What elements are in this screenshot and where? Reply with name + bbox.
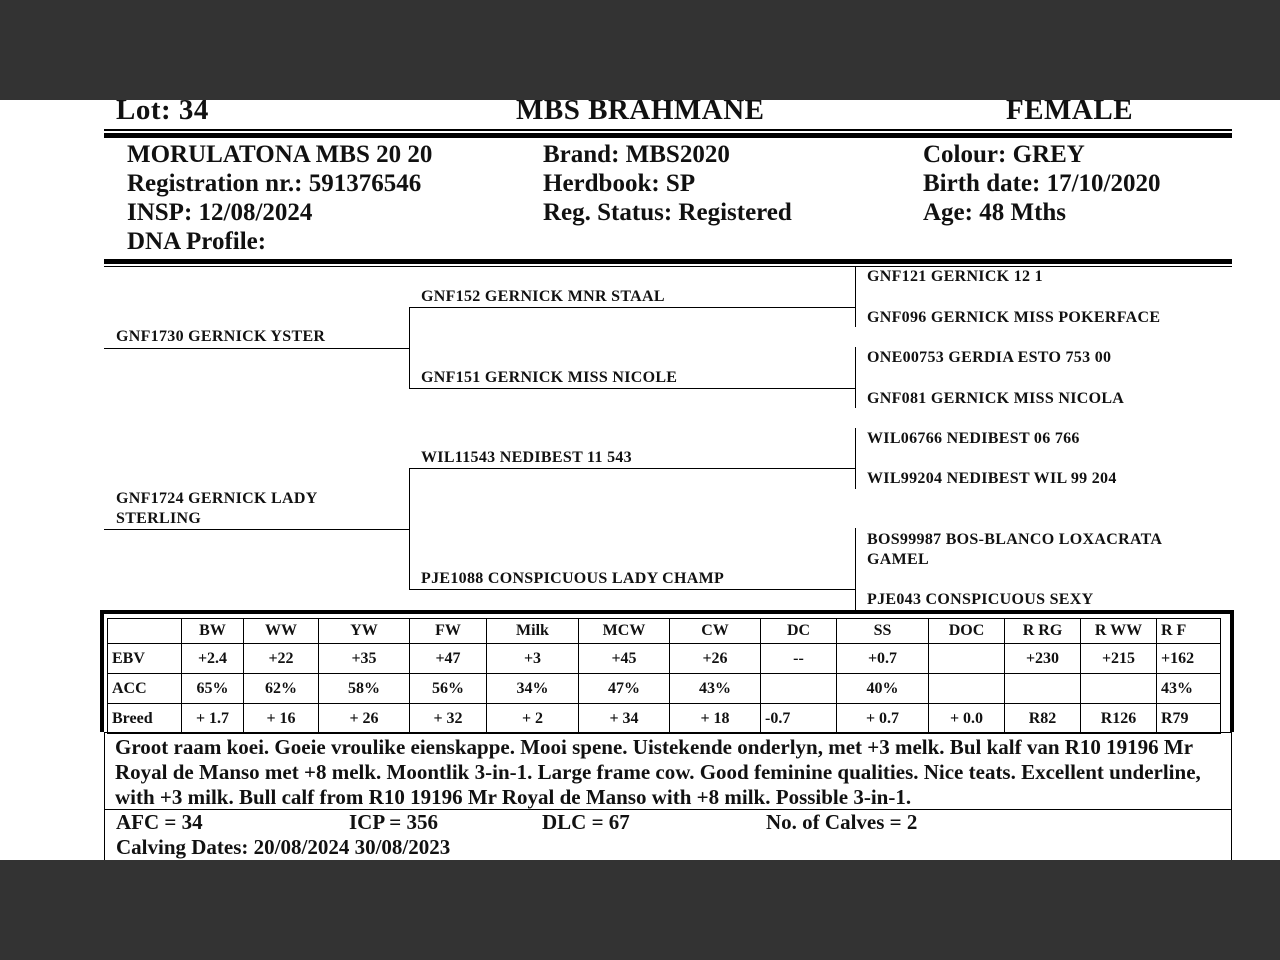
birth-date: Birth date: 17/10/2020 xyxy=(923,170,1161,197)
acc-cell: 58% xyxy=(319,674,410,704)
breed-cell: + 26 xyxy=(319,704,410,734)
ebv-header-cell: R RG xyxy=(1005,619,1081,644)
breed-cell: + 32 xyxy=(410,704,487,734)
ebv-cell: +215 xyxy=(1081,644,1157,674)
ggp-5: WIL06766 NEDIBEST 06 766 xyxy=(867,430,1080,447)
acc-cell: 40% xyxy=(837,674,929,704)
colour: Colour: GREY xyxy=(923,141,1085,168)
icp: ICP = 356 xyxy=(349,810,438,834)
breed-cell: R79 xyxy=(1157,704,1221,734)
sex-label: FEMALE xyxy=(1006,100,1134,126)
dam-sire: WIL11543 NEDIBEST 11 543 xyxy=(421,449,632,466)
age: Age: 48 Mths xyxy=(923,199,1067,226)
info-rule-thick xyxy=(104,259,1232,264)
brand: Brand: MBS2020 xyxy=(543,141,730,168)
breed-row-label: Breed xyxy=(108,704,182,734)
ebv-cell: +3 xyxy=(487,644,579,674)
ebv-header-cell: Milk xyxy=(487,619,579,644)
header-rule-thin xyxy=(104,129,1232,131)
breed-cell: + 0.7 xyxy=(837,704,929,734)
dlc: DLC = 67 xyxy=(542,810,630,834)
ebv-header-cell: FW xyxy=(410,619,487,644)
lot-number: Lot: 34 xyxy=(116,100,209,126)
ebv-header-corner xyxy=(108,619,182,644)
acc-row xyxy=(108,674,1221,704)
ebv-cell: +45 xyxy=(579,644,670,674)
acc-row-label: ACC xyxy=(108,674,182,704)
animal-info-middle xyxy=(543,140,792,227)
breed-cell: + 34 xyxy=(579,704,670,734)
breed-cell: + 0.0 xyxy=(929,704,1005,734)
ebv-header-cell: MCW xyxy=(579,619,670,644)
ebv-header-cell: CW xyxy=(670,619,761,644)
inspection-date: INSP: 12/08/2024 xyxy=(127,199,313,226)
dam-line xyxy=(104,529,410,530)
ebv-header-cell: DC xyxy=(761,619,837,644)
dam-dam: PJE1088 CONSPICUOUS LADY CHAMP xyxy=(421,570,725,587)
ebv-header-cell: R F xyxy=(1157,619,1221,644)
info-rule-thin xyxy=(104,266,1232,267)
animal-name: MORULATONA MBS 20 20 xyxy=(127,141,433,168)
sire-dam: GNF151 GERNICK MISS NICOLE xyxy=(421,369,678,386)
ebv-cell: +162 xyxy=(1157,644,1221,674)
gg-bracket-2 xyxy=(855,347,856,408)
acc-cell: 43% xyxy=(1157,674,1221,704)
acc-cell: 43% xyxy=(670,674,761,704)
sire-sire: GNF152 GERNICK MNR STAAL xyxy=(421,288,665,305)
ggp-7: BOS99987 BOS-BLANCO LOXACRATA GAMEL xyxy=(867,531,1162,568)
herdbook: Herdbook: SP xyxy=(543,170,696,197)
breed-cell: -0.7 xyxy=(761,704,837,734)
breed-cell: + 18 xyxy=(670,704,761,734)
breed-cell: R82 xyxy=(1005,704,1081,734)
acc-cell xyxy=(1081,674,1157,704)
ebv-table xyxy=(107,618,1221,734)
breed-row xyxy=(108,704,1221,734)
gg-bracket-3 xyxy=(855,428,856,489)
sire-sire-line xyxy=(410,307,856,308)
ebv-header-cell: DOC xyxy=(929,619,1005,644)
breed-cell: + 16 xyxy=(244,704,319,734)
ebv-cell: +22 xyxy=(244,644,319,674)
acc-cell: 47% xyxy=(579,674,670,704)
dam-bracket xyxy=(409,468,410,590)
ebv-header-cell: WW xyxy=(244,619,319,644)
registration-number: Registration nr.: 591376546 xyxy=(127,170,422,197)
dam-dam-line xyxy=(410,589,856,590)
animal-info-left xyxy=(127,140,432,256)
ggp-6: WIL99204 NEDIBEST WIL 99 204 xyxy=(867,470,1117,487)
ebv-row-label: EBV xyxy=(108,644,182,674)
ebv-cell: +0.7 xyxy=(837,644,929,674)
ebv-cell: +47 xyxy=(410,644,487,674)
ggp-8: PJE043 CONSPICUOUS SEXY xyxy=(867,591,1094,608)
breed-cell: + 1.7 xyxy=(182,704,244,734)
ebv-cell: -- xyxy=(761,644,837,674)
header-rule-thick xyxy=(104,133,1232,138)
catalogue-page xyxy=(0,100,1280,860)
ebv-header-cell: YW xyxy=(319,619,410,644)
ebv-cell: +26 xyxy=(670,644,761,674)
reg-status: Reg. Status: Registered xyxy=(543,199,792,226)
ebv-row xyxy=(108,644,1221,674)
remarks: Groot raam koei. Goeie vroulike eienskappe. Mooi spene. Uistekende onderlyn, met +3 melk. Bul kalf van R10 19196 Mr Royal de Manso met +8 melk. Moontlik 3-in-1. Large frame cow. Good feminine qualities. Nice teats. Excellent underline, with +3 milk. Bull calf from R10 19196 Mr Royal de Manso with +8 milk. Possible 3-in-1. xyxy=(104,732,1232,810)
acc-cell: 56% xyxy=(410,674,487,704)
afc: AFC = 34 xyxy=(116,810,203,834)
calving-footer xyxy=(104,809,1232,860)
ebv-cell: +2.4 xyxy=(182,644,244,674)
calving-dates: Calving Dates: 20/08/2024 30/08/2023 xyxy=(116,835,451,859)
breed-cell: R126 xyxy=(1081,704,1157,734)
ebv-cell xyxy=(929,644,1005,674)
ebv-cell: +230 xyxy=(1005,644,1081,674)
breed-cell: + 2 xyxy=(487,704,579,734)
dam-sire-line xyxy=(410,468,856,469)
acc-cell xyxy=(929,674,1005,704)
ebv-header-cell: R WW xyxy=(1081,619,1157,644)
ggp-2: GNF096 GERNICK MISS POKERFACE xyxy=(867,309,1161,326)
acc-cell: 34% xyxy=(487,674,579,704)
ggp-1: GNF121 GERNICK 12 1 xyxy=(867,268,1043,285)
sire-line xyxy=(104,348,410,349)
animal-info-right xyxy=(923,140,1161,227)
calves-count: No. of Calves = 2 xyxy=(766,810,918,834)
sire: GNF1730 GERNICK YSTER xyxy=(116,328,326,345)
sire-dam-line xyxy=(410,388,856,389)
gg-bracket-4 xyxy=(855,528,856,610)
ebv-header-cell: BW xyxy=(182,619,244,644)
ggp-4: GNF081 GERNICK MISS NICOLA xyxy=(867,390,1125,407)
ebv-header-row xyxy=(108,619,1221,644)
sire-bracket xyxy=(409,307,410,389)
acc-cell: 65% xyxy=(182,674,244,704)
breed-title: MBS BRAHMANE xyxy=(516,100,765,126)
ggp-3: ONE00753 GERDIA ESTO 753 00 xyxy=(867,349,1112,366)
gg-bracket-1 xyxy=(855,266,856,327)
dna-profile: DNA Profile: xyxy=(127,228,267,255)
acc-cell xyxy=(761,674,837,704)
acc-cell xyxy=(1005,674,1081,704)
acc-cell: 62% xyxy=(244,674,319,704)
ebv-cell: +35 xyxy=(319,644,410,674)
dam: GNF1724 GERNICK LADY STERLING xyxy=(116,490,317,527)
ebv-header-cell: SS xyxy=(837,619,929,644)
